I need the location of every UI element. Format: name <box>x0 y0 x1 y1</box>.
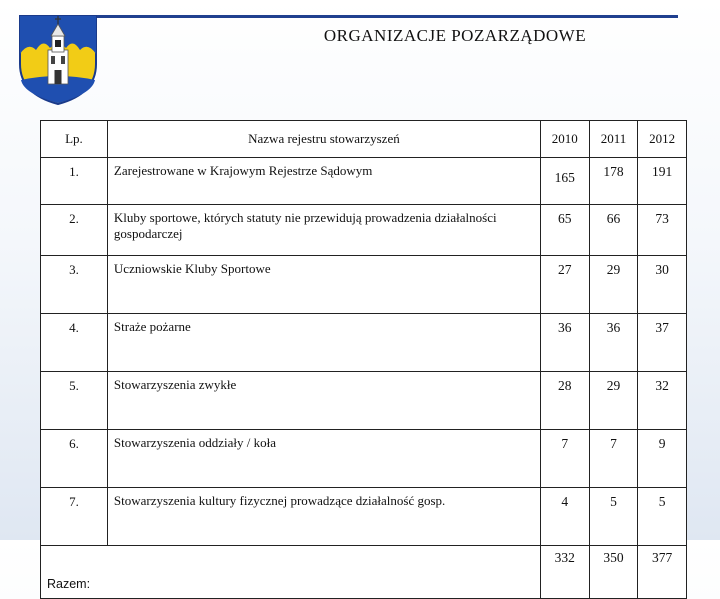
header-name: Nazwa rejestru stowarzyszeń <box>107 121 540 158</box>
row-2011: 5 <box>589 488 638 546</box>
row-lp: 5. <box>41 372 108 430</box>
row-name: Stowarzyszenia zwykłe <box>107 372 540 430</box>
header-lp: Lp. <box>41 121 108 158</box>
row-2011: 36 <box>589 314 638 372</box>
summary-2012: 377 <box>638 546 687 599</box>
registry-table <box>40 120 687 599</box>
row-2011: 66 <box>589 205 638 256</box>
summary-2010: 332 <box>540 546 589 599</box>
row-2010: 27 <box>540 256 589 314</box>
row-2012: 73 <box>638 205 687 256</box>
table-row <box>41 158 687 205</box>
row-2011: 178 <box>589 158 638 205</box>
row-name: Straże pożarne <box>107 314 540 372</box>
summary-2011: 350 <box>589 546 638 599</box>
header-2011: 2011 <box>589 121 638 158</box>
table-row <box>41 488 687 546</box>
row-lp: 3. <box>41 256 108 314</box>
table-header-row <box>41 121 687 158</box>
header-2010: 2010 <box>540 121 589 158</box>
row-2010: 36 <box>540 314 589 372</box>
row-lp: 2. <box>41 205 108 256</box>
row-2010: 65 <box>540 205 589 256</box>
summary-label-cell <box>41 546 541 599</box>
row-name: Zarejestrowane w Krajowym Rejestrze Sądowym <box>107 158 540 205</box>
summary-row <box>41 546 687 599</box>
row-2012: 191 <box>638 158 687 205</box>
header-accent-line <box>95 15 678 18</box>
row-2010: 28 <box>540 372 589 430</box>
row-2011: 29 <box>589 256 638 314</box>
row-2010: 165 <box>540 158 589 205</box>
table-row <box>41 205 687 256</box>
row-name: Stowarzyszenia oddziały / koła <box>107 430 540 488</box>
header-2012: 2012 <box>638 121 687 158</box>
row-2012: 30 <box>638 256 687 314</box>
row-2012: 37 <box>638 314 687 372</box>
table-row <box>41 372 687 430</box>
row-2012: 32 <box>638 372 687 430</box>
row-lp: 1. <box>41 158 108 205</box>
summary-label: Razem: <box>47 577 91 591</box>
row-lp: 4. <box>41 314 108 372</box>
row-2011: 29 <box>589 372 638 430</box>
row-2012: 5 <box>638 488 687 546</box>
table-row <box>41 256 687 314</box>
row-name: Uczniowskie Kluby Sportowe <box>107 256 540 314</box>
row-name: Stowarzyszenia kultury fizycznej prowadzące działalność gosp. <box>107 488 540 546</box>
row-2011: 7 <box>589 430 638 488</box>
table-row <box>41 314 687 372</box>
row-name: Kluby sportowe, których statuty nie przewidują prowadzenia działalności gospodarczej <box>107 205 540 256</box>
church-coat-of-arms-icon <box>18 14 98 106</box>
row-lp: 7. <box>41 488 108 546</box>
row-lp: 6. <box>41 430 108 488</box>
table-row <box>41 430 687 488</box>
row-2010: 4 <box>540 488 589 546</box>
page-title: ORGANIZACJE POZARZĄDOWE <box>323 26 587 45</box>
row-2012: 9 <box>638 430 687 488</box>
row-2010: 7 <box>540 430 589 488</box>
